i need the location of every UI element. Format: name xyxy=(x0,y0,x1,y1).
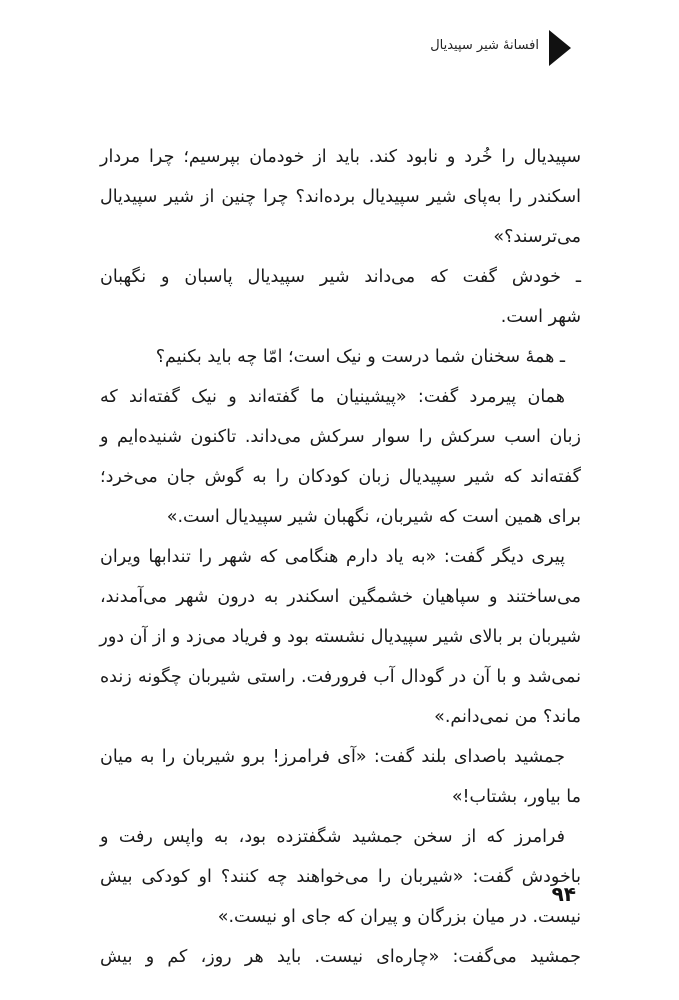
header-triangle-marker xyxy=(549,30,571,66)
text-line: می‌ساختند و سپاهیان خشمگین اسکندر به درون شهر می‌آمدند، xyxy=(100,587,581,607)
text-line: فرامرز که از سخن جمشید شگفتزده بود، به واپس رفت و xyxy=(100,827,565,847)
running-header xyxy=(0,28,679,68)
text-line: ـ همهٔ سخنان شما درست و نیک است؛ امّا چه باید بکنیم؟ xyxy=(155,347,565,367)
text-line: اسکندر را به‌پای شیر سپیدیال برده‌اند؟ چرا چنین از شیر سپیدیال xyxy=(100,187,581,207)
text-line: همان پیرمرد گفت: «پیشینیان ما گفته‌اند و نیک گفته‌اند که xyxy=(100,387,565,407)
body-text xyxy=(100,137,581,977)
text-line: جمشید باصدای بلند گفت: «آی فرامرز! برو شیربان را به میان xyxy=(100,747,565,767)
text-line: ما بیاور، بشتاب!» xyxy=(451,787,581,807)
text-line: ماند؟ من نمی‌دانم.» xyxy=(434,707,581,727)
text-line: می‌ترسند؟» xyxy=(493,227,581,247)
text-line: باخودش گفت: «شیربان را می‌خواهند چه کنند؟ او کودکی بیش xyxy=(100,867,581,887)
text-line: نیست. در میان بزرگان و پیران که جای او نیست.» xyxy=(217,907,581,927)
text-line: نمی‌شد و با آن در گودال آب فرورفت. راستی شیربان چگونه زنده xyxy=(100,667,581,687)
text-line: شیربان بر بالای شیر سپیدیال نشسته بود و فریاد می‌زد و از آن دور xyxy=(99,627,581,647)
text-line: گفته‌اند که شیر سپیدیال زبان کودکان را به گوش جان می‌خرد؛ xyxy=(100,467,581,487)
text-line: پیری دیگر گفت: «به یاد دارم هنگامی که شهر را تندابها ویران xyxy=(100,547,565,567)
text-line: برای همین است که شیربان، نگهبان شیر سپیدیال است.» xyxy=(166,507,581,527)
text-line: ـ خودش گفت که می‌داند شیر سپیدیال پاسبان و نگهبان xyxy=(100,267,581,287)
text-line: سپیدیال را خُرد و نابود کند. باید از خودمان بپرسیم؛ چرا مردار xyxy=(100,147,581,167)
text-line: زبان اسب سرکش را سوار سرکش می‌داند. تاکنون شنیده‌ایم و xyxy=(100,427,581,447)
page-number: ۹۴ xyxy=(551,882,576,906)
text-line: جمشید می‌گفت: «چاره‌ای نیست. باید هر روز، کم و بیش xyxy=(100,947,581,967)
text-line: شهر است. xyxy=(500,307,581,327)
running-title: افسانهٔ شیر سپیدیال xyxy=(430,38,539,53)
